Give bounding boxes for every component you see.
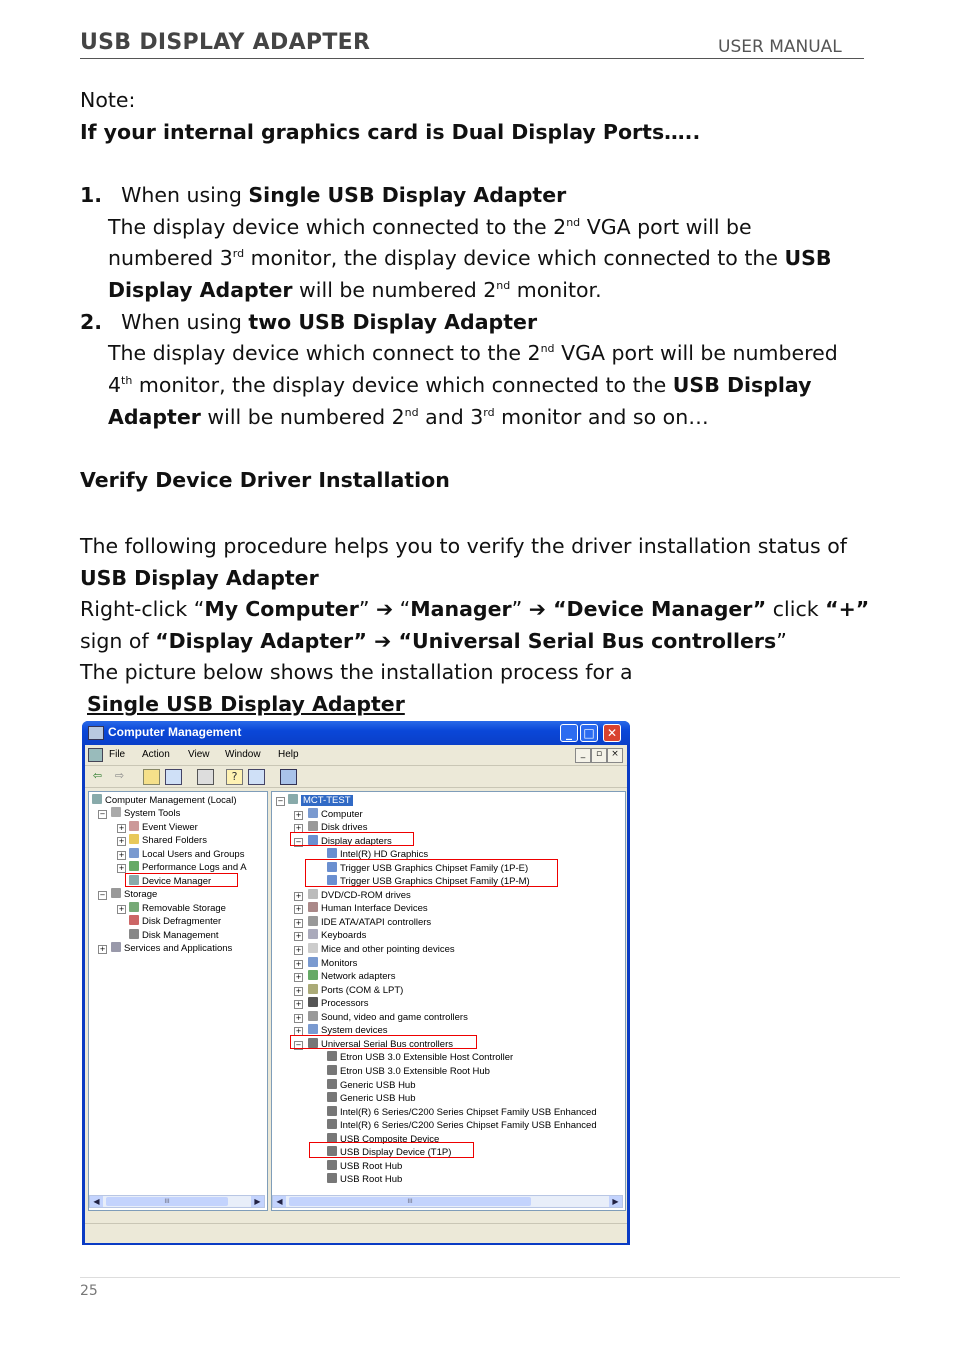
tree-node-mice[interactable] bbox=[308, 943, 455, 956]
item-bold: USB Display bbox=[672, 373, 812, 397]
device-icon bbox=[308, 889, 318, 899]
tree-node-label: Generic USB Hub bbox=[340, 1079, 416, 1091]
tree-node-label: Trigger USB Graphics Chipset Family (1P-M) bbox=[340, 876, 530, 888]
expand-icon[interactable]: + bbox=[295, 1000, 302, 1009]
item-text: monitor. bbox=[510, 278, 602, 302]
item-text: will be numbered 2 bbox=[292, 278, 497, 302]
device-icon bbox=[327, 1119, 337, 1129]
tree-node-label: Mice and other pointing devices bbox=[321, 944, 455, 955]
expand-icon[interactable]: + bbox=[295, 824, 302, 833]
tree-node-label: Storage bbox=[124, 889, 158, 900]
device-icon bbox=[327, 1173, 337, 1183]
device-icon bbox=[308, 943, 318, 953]
disk-icon bbox=[129, 929, 139, 939]
note-label: Note: bbox=[80, 88, 136, 112]
highlight-box-display-adapters bbox=[290, 832, 414, 846]
item-sup: th bbox=[121, 374, 133, 388]
tree-node-label: Disk Management bbox=[142, 930, 219, 941]
maximize-button[interactable]: □ bbox=[580, 724, 598, 742]
expand-icon[interactable]: + bbox=[295, 1027, 302, 1036]
item-bold: Single USB Display Adapter bbox=[248, 183, 567, 207]
device-icon bbox=[308, 902, 318, 912]
scroll-left-icon[interactable]: ◀ bbox=[90, 1196, 103, 1207]
page-number: 25 bbox=[80, 1283, 98, 1299]
tree-node-label: MCT-TEST bbox=[303, 795, 351, 806]
highlight-box-trigger-devices bbox=[305, 859, 558, 887]
expand-icon[interactable]: + bbox=[295, 973, 302, 982]
show-hide-tree-icon[interactable] bbox=[165, 769, 182, 785]
tree-node-disk-management[interactable] bbox=[129, 929, 219, 942]
scroll-thumb[interactable]: III bbox=[106, 1197, 228, 1206]
tree-node-computer-name[interactable] bbox=[288, 794, 353, 807]
tree-node-keyboards[interactable] bbox=[308, 929, 366, 942]
inner-restore-button[interactable]: ▫ bbox=[591, 748, 607, 763]
device-icon bbox=[327, 1160, 337, 1170]
tree-node-label: Universal Serial Bus controllers bbox=[321, 1038, 453, 1050]
item-text: When using bbox=[121, 310, 249, 334]
menu-bar bbox=[85, 745, 627, 766]
tree-node-label: USB Display Device (T1P) bbox=[340, 1147, 452, 1159]
item-text: The display device which connect to the 2 bbox=[108, 341, 541, 365]
tree-node-label: Event Viewer bbox=[142, 822, 198, 833]
removable-storage-icon bbox=[129, 902, 139, 912]
expand-icon[interactable]: + bbox=[295, 905, 302, 914]
item-text: 4 bbox=[108, 373, 122, 397]
performance-icon bbox=[129, 861, 139, 871]
item-text: ” bbox=[511, 597, 529, 621]
mmc-icon bbox=[88, 748, 103, 762]
device-icon bbox=[327, 1092, 337, 1102]
note-heading: If your internal graphics card is Dual Display Ports….. bbox=[80, 120, 701, 144]
item-text: click bbox=[766, 597, 826, 621]
folder-icon bbox=[129, 834, 139, 844]
tree-node-usb-device[interactable] bbox=[327, 1119, 597, 1132]
help-icon[interactable]: ? bbox=[226, 769, 243, 785]
device-icon bbox=[308, 808, 318, 818]
tree-node-hid[interactable] bbox=[308, 902, 428, 915]
device-icon bbox=[308, 916, 318, 926]
tree-node-dvd-drives[interactable] bbox=[308, 889, 411, 902]
close-button[interactable]: ✕ bbox=[603, 724, 621, 742]
menu-action[interactable]: Action bbox=[142, 749, 170, 760]
device-icon bbox=[308, 821, 318, 831]
window-titlebar[interactable] bbox=[82, 721, 630, 745]
defrag-icon bbox=[129, 915, 139, 925]
item-text: and 3 bbox=[418, 405, 484, 429]
window-title: Computer Management bbox=[108, 725, 242, 739]
tree-node-label: USB Composite Device bbox=[340, 1133, 440, 1145]
item-text: sign of bbox=[80, 629, 156, 653]
item-text: VGA port will be numbered bbox=[554, 341, 838, 365]
device-icon bbox=[308, 984, 318, 994]
footer-divider bbox=[80, 1277, 900, 1278]
scroll-left-icon[interactable]: ◀ bbox=[273, 1196, 286, 1207]
tree-node-label: System devices bbox=[321, 1025, 388, 1037]
tree-node-system-tools[interactable] bbox=[111, 807, 180, 820]
tree-node-processors[interactable] bbox=[308, 997, 369, 1010]
tree-node-usb-device[interactable] bbox=[327, 1079, 416, 1092]
list-item-2-line-3 bbox=[108, 369, 811, 401]
tree-node-storage[interactable] bbox=[111, 888, 157, 901]
highlight-box bbox=[125, 873, 238, 887]
tree-node-event-viewer[interactable] bbox=[129, 821, 198, 834]
list-item-1-line-1 bbox=[80, 179, 566, 211]
event-viewer-icon bbox=[129, 821, 139, 831]
list-item-2-line-4 bbox=[108, 401, 709, 433]
tree-node-usb-device[interactable] bbox=[327, 1065, 490, 1078]
expand-icon[interactable]: + bbox=[295, 959, 302, 968]
document-title: USB DISPLAY ADAPTER bbox=[80, 30, 371, 55]
tree-node-shared-folders[interactable] bbox=[129, 834, 207, 847]
device-icon bbox=[308, 970, 318, 980]
menu-view[interactable]: View bbox=[188, 749, 210, 760]
item-text: monitor, the display device which connected to the bbox=[244, 246, 785, 270]
computer-icon bbox=[92, 794, 102, 804]
list-item-1-line-4 bbox=[108, 274, 602, 306]
highlight-box-usb-controllers bbox=[290, 1035, 477, 1049]
tree-node-label: Trigger USB Graphics Chipset Family (1P-E) bbox=[340, 862, 529, 874]
properties-icon[interactable] bbox=[248, 769, 265, 785]
highlight-box-usb-display-device bbox=[309, 1142, 474, 1158]
tree-node-label: Network adapters bbox=[321, 971, 396, 983]
back-arrow-icon[interactable]: ⇦ bbox=[92, 769, 103, 782]
storage-icon bbox=[111, 888, 121, 898]
expand-icon[interactable]: + bbox=[295, 918, 302, 927]
device-icon bbox=[327, 1065, 337, 1075]
tree-node-label: Disk drives bbox=[321, 822, 368, 834]
tree-node-label: USB Root Hub bbox=[340, 1160, 403, 1172]
tree-node-usb-device[interactable] bbox=[327, 1051, 513, 1064]
item-text: Right-click “ bbox=[80, 597, 205, 621]
tree-node-label: Human Interface Devices bbox=[321, 903, 428, 915]
tree-node-label: IDE ATA/ATAPI controllers bbox=[321, 916, 432, 928]
menu-help[interactable]: Help bbox=[278, 749, 299, 760]
document-type: USER MANUAL bbox=[718, 37, 842, 57]
device-icon bbox=[308, 1011, 318, 1021]
item-text: numbered 3 bbox=[108, 246, 233, 270]
console-tree-pane bbox=[88, 791, 268, 1211]
device-icon bbox=[308, 957, 318, 967]
item-bold: two USB Display Adapter bbox=[248, 310, 538, 334]
minimize-button[interactable]: _ bbox=[560, 724, 578, 742]
tree-node-label: Processors bbox=[321, 998, 369, 1010]
toolbar bbox=[85, 765, 627, 788]
tree-node-root[interactable] bbox=[92, 794, 236, 807]
section-heading: Verify Device Driver Installation bbox=[80, 468, 450, 492]
tree-node-label: Sound, video and game controllers bbox=[321, 1011, 468, 1023]
computer-management-icon bbox=[88, 726, 104, 740]
item-text: When using bbox=[121, 183, 249, 207]
item-bold: My Computer bbox=[204, 597, 359, 621]
tree-node-label: Intel(R) 6 Series/C200 Series Chipset Family USB Enhanced bbox=[340, 1120, 597, 1132]
users-icon bbox=[129, 848, 139, 858]
tree-node-local-users[interactable] bbox=[129, 848, 244, 861]
tree-node-label: Disk Defragmenter bbox=[142, 916, 222, 927]
scan-hardware-icon[interactable] bbox=[280, 769, 297, 785]
tree-node-ports[interactable] bbox=[308, 984, 403, 997]
expand-icon[interactable]: + bbox=[295, 986, 302, 995]
tree-node-monitors[interactable] bbox=[308, 957, 357, 970]
item-sup: nd bbox=[566, 216, 581, 230]
services-icon bbox=[111, 942, 121, 952]
item-text: monitor, the display device which connected to the bbox=[132, 373, 673, 397]
item-text: VGA port will be bbox=[580, 215, 752, 239]
expand-icon[interactable]: + bbox=[118, 864, 125, 872]
tree-node-label: System Tools bbox=[124, 808, 181, 819]
computer-management-window bbox=[82, 721, 630, 1245]
menu-file[interactable]: File bbox=[109, 749, 126, 760]
paragraph-line: The following procedure helps you to verify the driver installation status of bbox=[80, 534, 847, 558]
tree-node-label: Intel(R) 6 Series/C200 Series Chipset Family USB Enhanced bbox=[340, 1106, 597, 1118]
expand-icon[interactable]: + bbox=[118, 837, 125, 845]
list-number: 1. bbox=[80, 183, 103, 207]
inner-close-button[interactable]: × bbox=[607, 748, 623, 763]
item-sup: rd bbox=[232, 247, 245, 261]
tree-node-label: Generic USB Hub bbox=[340, 1093, 416, 1105]
tree-node-label: Etron USB 3.0 Extensible Host Controller bbox=[340, 1052, 514, 1064]
expand-icon[interactable]: + bbox=[118, 824, 125, 832]
device-icon bbox=[327, 1106, 337, 1116]
window-client-area bbox=[85, 745, 627, 1242]
list-item-2-line-2 bbox=[108, 337, 838, 369]
expand-icon[interactable]: + bbox=[118, 905, 125, 913]
horizontal-scrollbar[interactable] bbox=[272, 1195, 623, 1208]
list-number: 2. bbox=[80, 310, 103, 334]
scroll-right-icon[interactable]: ▶ bbox=[251, 1196, 264, 1207]
item-text: The display device which connected to the 2 bbox=[108, 215, 567, 239]
item-bold: Adapter bbox=[108, 405, 201, 429]
item-bold: Display Adapter bbox=[108, 278, 293, 302]
tree-node-label: Device Manager bbox=[142, 876, 212, 887]
menu-window[interactable]: Window bbox=[225, 749, 261, 760]
device-icon bbox=[308, 929, 318, 939]
horizontal-scrollbar[interactable] bbox=[89, 1195, 265, 1208]
tree-node-label: Computer bbox=[321, 808, 363, 820]
item-text: ” bbox=[776, 629, 787, 653]
scroll-thumb[interactable]: III bbox=[289, 1197, 531, 1206]
tree-node-label: Intel(R) HD Graphics bbox=[340, 849, 429, 861]
tree-node-sound[interactable] bbox=[308, 1011, 468, 1024]
item-bold: Manager bbox=[410, 597, 512, 621]
expand-icon[interactable]: + bbox=[99, 945, 106, 953]
tree-node-label: Local Users and Groups bbox=[142, 849, 245, 860]
tree-node-label: Monitors bbox=[321, 957, 358, 969]
instruction-line bbox=[80, 593, 869, 625]
item-bold: ➔ “Device Manager” bbox=[528, 597, 767, 621]
expand-icon[interactable]: + bbox=[295, 891, 302, 900]
tree-node-label: Performance Logs and A bbox=[142, 862, 247, 873]
tree-node-label: Keyboards bbox=[321, 930, 367, 942]
forward-arrow-icon[interactable]: ⇨ bbox=[114, 769, 125, 782]
expand-icon[interactable]: + bbox=[118, 851, 125, 859]
item-sup: nd bbox=[496, 279, 511, 293]
item-bold: “Display Adapter” ➔ “Universal Serial Bus controllers bbox=[155, 629, 777, 653]
item-text: will be numbered 2 bbox=[200, 405, 405, 429]
device-tree-pane bbox=[271, 791, 626, 1211]
collapse-icon[interactable]: − bbox=[295, 1040, 302, 1049]
collapse-icon[interactable]: − bbox=[99, 891, 106, 899]
item-sup: nd bbox=[540, 342, 555, 356]
tree-node-usb-device[interactable] bbox=[327, 1106, 597, 1119]
up-folder-icon[interactable] bbox=[143, 769, 160, 785]
status-bar bbox=[85, 1223, 627, 1243]
device-icon bbox=[308, 997, 318, 1007]
expand-icon[interactable]: + bbox=[295, 932, 302, 941]
collapse-icon[interactable]: − bbox=[99, 810, 106, 818]
tools-icon bbox=[111, 807, 121, 817]
tree-node-services[interactable] bbox=[111, 942, 232, 955]
tree-node-label: Computer Management (Local) bbox=[105, 795, 237, 806]
expand-icon[interactable]: + bbox=[295, 946, 302, 954]
device-icon bbox=[308, 1024, 318, 1034]
list-item-1-line-2 bbox=[108, 211, 752, 243]
device-icon bbox=[327, 848, 337, 858]
instruction-line bbox=[80, 625, 787, 657]
tree-node-label: Shared Folders bbox=[142, 835, 207, 846]
paragraph-line: The picture below shows the installation process for a bbox=[80, 660, 633, 684]
scroll-right-icon[interactable]: ▶ bbox=[609, 1196, 622, 1207]
expand-icon[interactable]: + bbox=[295, 1013, 302, 1022]
tree-node-usb-device[interactable] bbox=[327, 1173, 402, 1186]
tree-node-label: DVD/CD-ROM drives bbox=[321, 889, 411, 901]
item-sup: nd bbox=[404, 406, 419, 420]
inner-minimize-button[interactable]: _ bbox=[575, 748, 591, 763]
header-divider bbox=[80, 58, 864, 59]
tree-node-ide[interactable] bbox=[308, 916, 431, 929]
computer-icon bbox=[288, 794, 298, 804]
tree-node-label: Services and Applications bbox=[124, 943, 233, 954]
tree-node-network[interactable] bbox=[308, 970, 395, 983]
item-sup: rd bbox=[483, 406, 495, 420]
tree-node-disk-defragmenter[interactable] bbox=[129, 915, 221, 928]
tree-node-computer[interactable] bbox=[308, 808, 363, 821]
device-icon bbox=[327, 1079, 337, 1089]
item-bold: “+” bbox=[825, 597, 870, 621]
tree-node-label: Display adapters bbox=[321, 835, 392, 847]
tree-node-removable-storage[interactable] bbox=[129, 902, 226, 915]
collapse-icon[interactable]: − bbox=[277, 797, 284, 805]
tree-node-usb-device[interactable] bbox=[327, 1160, 402, 1173]
item-text: monitor and so on… bbox=[494, 405, 709, 429]
item-text: ” ➔ “ bbox=[358, 597, 411, 621]
tree-node-label: Etron USB 3.0 Extensible Root Hub bbox=[340, 1065, 490, 1077]
paragraph-line-bold: USB Display Adapter bbox=[80, 566, 319, 590]
expand-icon[interactable]: + bbox=[295, 810, 302, 819]
tree-node-usb-device[interactable] bbox=[327, 1092, 416, 1105]
item-bold: USB bbox=[784, 246, 832, 270]
tree-node-label: Removable Storage bbox=[142, 903, 226, 914]
figure-caption: Single USB Display Adapter bbox=[87, 692, 405, 716]
device-icon bbox=[327, 1051, 337, 1061]
list-item-2-line-1 bbox=[80, 306, 537, 338]
collapse-icon[interactable]: − bbox=[295, 837, 302, 846]
list-item-1-line-3 bbox=[108, 242, 832, 274]
print-icon[interactable] bbox=[197, 769, 214, 785]
tree-node-label: Ports (COM & LPT) bbox=[321, 984, 404, 996]
tree-node-label: USB Root Hub bbox=[340, 1174, 403, 1186]
